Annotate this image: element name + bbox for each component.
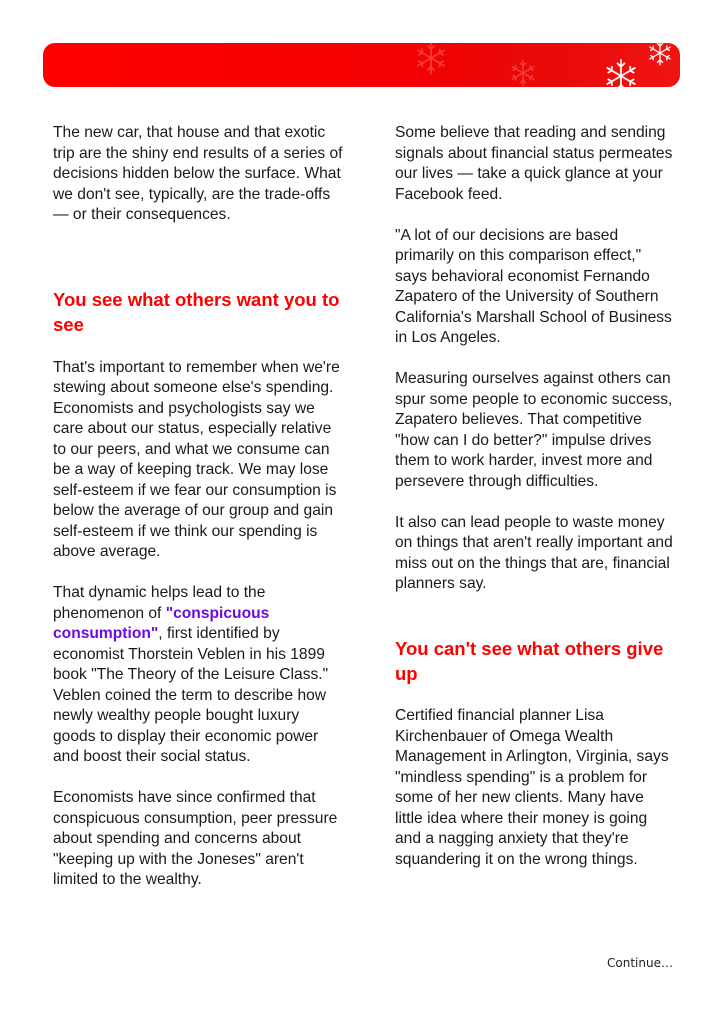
snowflake-icon [418, 43, 444, 73]
paragraph: "A lot of our decisions are based primarily on this comparison effect," says behavioral economist Fernando Zapatero of the University of Southern California's Marshall School of Business in Los Angeles. [395, 226, 672, 346]
paragraph: That's important to remember when we're stewing about someone else's spending. Economists and psychologists say we care about our status, especially relative to our peers, and what we consume can be a way of keeping track. We may lose self-esteem if we fear our consumption is below the average of our group and gain self-esteem if we think our spending is above average. [53, 358, 340, 560]
paragraph: Measuring ourselves against others can spur some people to economic success, Zapatero believes. That competitive "how can I do better?" impulse drives them to work harder, invest more and persevere through difficulties. [395, 370, 673, 490]
paragraph: Certified financial planner Lisa Kirchenbauer of Omega Wealth Management in Arlington, Virginia, says "mindless spending" is a problem for some of her new clients. Many have little idea where their money is going and a nagging anxiety that they're squandering it on the wrong things. [395, 707, 669, 868]
paragraph-text: That dynamic helps lead to the phenomenon of [53, 584, 266, 622]
left-column [53, 123, 343, 891]
section-heading: You can't see what others give up [395, 637, 664, 684]
snowflake-decoration [43, 43, 680, 87]
paragraph: Some believe that reading and sending signals about financial status permeates our lives — take a quick glance at your Facebook feed. [395, 124, 673, 203]
paragraph: Economists have since confirmed that conspicuous consumption, peer pressure about spending and concerns about "keeping up with the Joneses" aren't limited to the wealthy. [53, 789, 338, 888]
highlighted-term: "conspicuous consumption" [53, 604, 270, 642]
paragraph-text: , first identified by economist Thorstein Veblen in his 1899 book "The Theory of the Leisure Class." Veblen coined the term to describe how newly wealthy people bought luxury goods to display their economic power and boost their social status. [53, 625, 329, 765]
section-heading: You see what others want you to see [53, 289, 340, 335]
continue-label: Continue… [607, 956, 673, 970]
paragraph: It also can lead people to waste money on things that aren't really important and miss out on the things that are, financial planners say. [395, 513, 673, 592]
snowflake-icon [650, 43, 670, 65]
snowflake-icon [607, 60, 635, 87]
right-column [395, 123, 675, 870]
paragraph [53, 583, 343, 768]
header-banner [43, 43, 680, 87]
snowflake-icon [512, 60, 534, 85]
paragraph: The new car, that house and that exotic trip are the shiny end results of a series of decisions hidden below the surface. What we don't see, typically, are the trade-offs — or their consequences. [53, 124, 343, 223]
